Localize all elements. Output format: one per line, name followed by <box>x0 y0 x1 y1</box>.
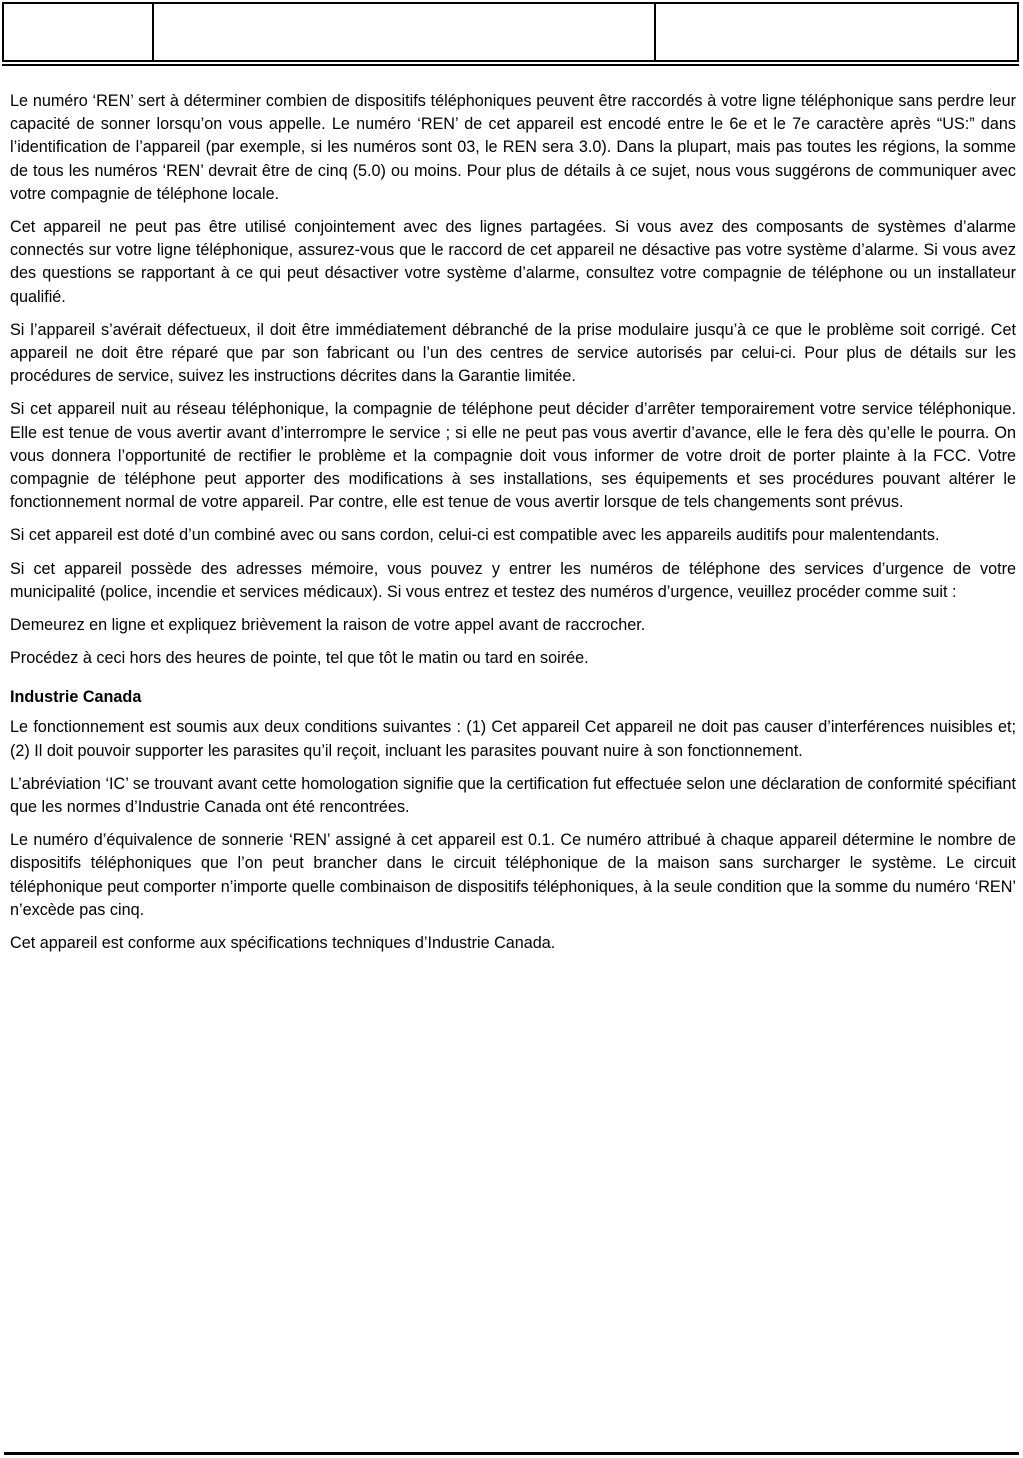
paragraph-stay-on-line: Demeurez en ligne et expliquez brièvement la raison de votre appel avant de raccrocher. <box>10 616 646 635</box>
paragraph-ic-abbreviation: L’abréviation ‘IC’ se trouvant avant cette homologation signifie que la certification fut effectuée selon une déclaration de conformité spécifiant que les normes d’Industrie Canada ont été rencontrées. <box>10 774 1016 817</box>
page-header-table <box>2 2 1019 62</box>
section-heading-industrie-canada: Industrie Canada <box>10 688 142 707</box>
paragraph-hearing-aid: Si cet appareil est doté d’un combiné avec ou sans cordon, celui-ci est compatible avec les appareils auditifs pour malentendants. <box>10 526 940 545</box>
paragraph-ic-compliance: Cet appareil est conforme aux spécifications techniques d’Industrie Canada. <box>10 934 556 953</box>
footer-divider <box>4 1452 1019 1455</box>
header-cell-left <box>4 4 154 60</box>
paragraph-network-harm: Si cet appareil nuit au réseau téléphonique, la compagnie de téléphone peut décider d’arrêter temporairement votre service téléphonique. Elle est tenue de vous avertir avant d’interrompre le service ; si elle ne peut pas vous avertir d’avance, elle le fera dès qu’elle le pourra. On vous donnera l’opportunité de rectifier le problème et la compagnie doit vous informer de votre droit de porter plainte à la FCC. Votre compagnie de téléphone peut apporter des modifications à ses installations, ses équipements et ses procédures pouvant altérer le fonctionnement normal de votre appareil. Par contre, elle est tenue de vous avertir lorsque de tels changements sont prévus. <box>10 400 1016 512</box>
paragraph-operating-conditions: Le fonctionnement est soumis aux deux conditions suivantes : (1) Cet appareil Cet appareil ne doit pas causer d’interférences nuisibles et; (2) Il doit pouvoir supporter les parasites qu’il reçoit, incluant les parasites pouvant nuire à son fonctionnement. <box>10 718 1016 760</box>
paragraph-defective: Si l’appareil s’avérait défectueux, il doit être immédiatement débranché de la prise modulaire jusqu’à ce que le problème soit corrigé. Cet appareil ne doit être réparé que par son fabricant ou l’un des centres de service autorisés par celui-ci. Pour plus de détails sur les procédures de service, suivez les instructions décrites dans la Garantie limitée. <box>10 320 1016 386</box>
header-cell-right <box>656 4 1017 60</box>
paragraph-ren-equivalence: Le numéro d’équivalence de sonnerie ‘REN’ assigné à cet appareil est 0.1. Ce numéro attribué à chaque appareil détermine le nombre de dispositifs téléphoniques que l’on peut brancher dans le circuit téléphonique de la maison sans surcharger le système. Le circuit téléphonique peut comporter n’importe quelle combinaison de dispositifs téléphoniques, à la seule condition que la somme du numéro ‘REN’ n’excède pas cinq. <box>10 831 1016 919</box>
paragraph-emergency-memory: Si cet appareil possède des adresses mémoire, vous pouvez y entrer les numéros de téléphone des services d’urgence de votre municipalité (police, incendie et services médicaux). Si vous entrez et testez des numéros d’urgence, veuillez procéder comme suit : <box>10 559 1016 601</box>
paragraph-off-peak: Procédez à ceci hors des heures de pointe, tel que tôt le matin ou tard en soirée. <box>10 649 589 668</box>
paragraph-shared-lines: Cet appareil ne peut pas être utilisé conjointement avec des lignes partagées. Si vous avez des composants de systèmes d’alarme connectés sur votre ligne téléphonique, assurez-vous que le raccord de cet appareil ne désactive pas votre système d’alarme. Si vous avez des questions se rapportant à ce qui peut désactiver votre système d’alarme, consultez votre compagnie de téléphone ou un installateur qualifié. <box>10 218 1016 306</box>
document-body <box>10 90 1016 965</box>
header-divider <box>2 64 1019 66</box>
paragraph-ren-info: Le numéro ‘REN’ sert à déterminer combien de dispositifs téléphoniques peuvent être raccordés à votre ligne téléphonique sans perdre leur capacité de sonner lorsqu’on vous appelle. Le numéro ‘REN’ de cet appareil est encodé entre le 6e et le 7e caractère après “US:” dans l’identification de l’appareil (par exemple, si les numéros sont 03, le REN sera 3.0). Dans la plupart, mais pas toutes les régions, la somme de tous les numéros ‘REN’ devrait être de cinq (5.0) ou moins. Pour plus de détails à ce sujet, nous vous suggérons de communiquer avec votre compagnie de téléphone locale. <box>10 92 1016 203</box>
header-cell-center <box>154 4 656 60</box>
